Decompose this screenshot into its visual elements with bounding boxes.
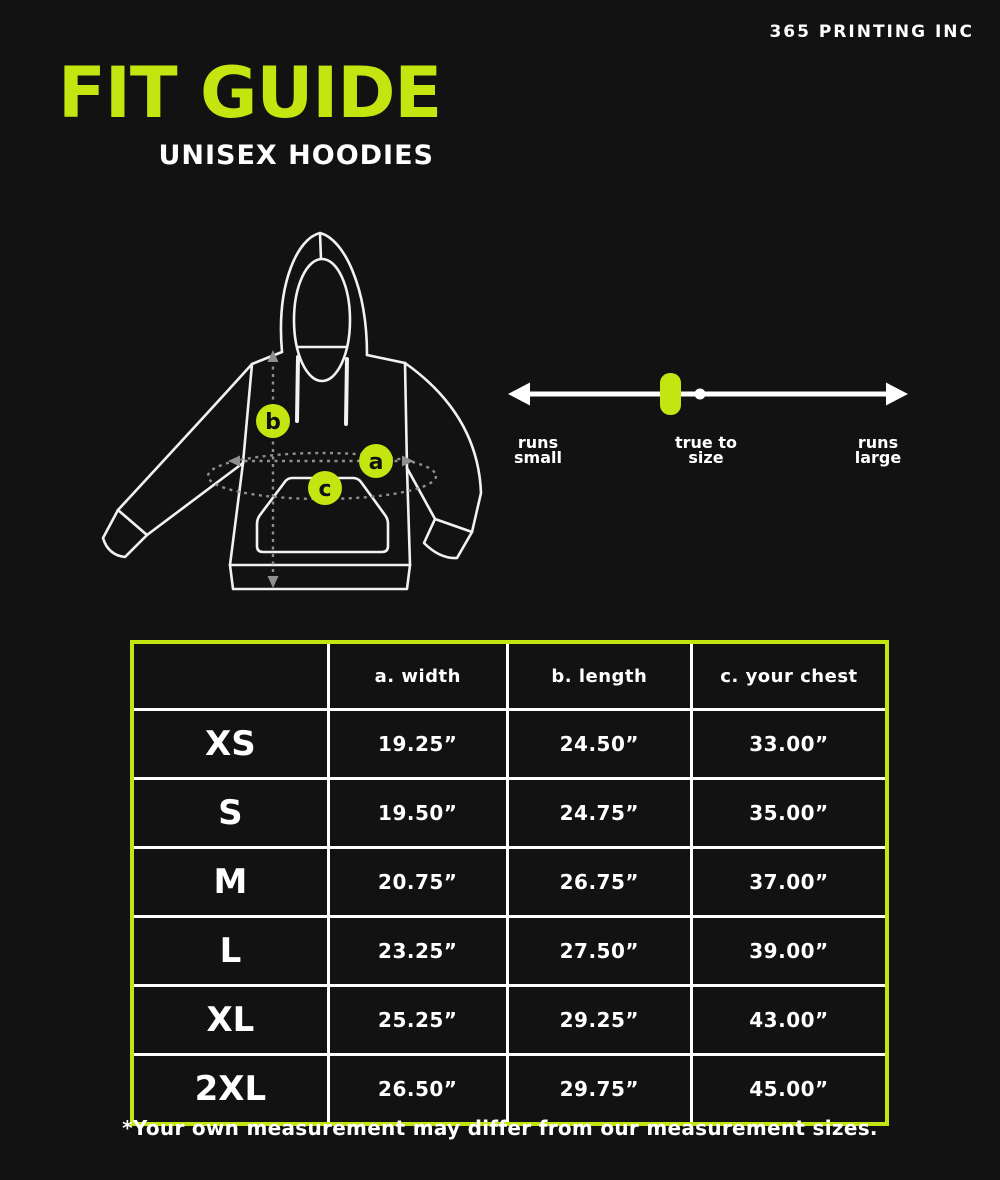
scale-label-runs-small — [514, 435, 562, 465]
brand-logo-text: 365 PRINTING INC — [769, 22, 974, 42]
chest-cell: 37.00” — [691, 848, 887, 917]
right-sleeve-inner — [407, 468, 435, 519]
table-row-l — [132, 917, 887, 986]
arrow-left-icon — [228, 456, 240, 467]
scale-label-true-to-size — [675, 435, 737, 465]
length-cell: 24.75” — [507, 779, 691, 848]
size-cell: XS — [132, 710, 328, 779]
length-cell: 26.75” — [507, 848, 691, 917]
size-cell: 2XL — [132, 1055, 328, 1125]
header-cell-blank — [132, 642, 328, 710]
width-cell: 19.25” — [328, 710, 507, 779]
width-cell: 25.25” — [328, 986, 507, 1055]
size-cell: XL — [132, 986, 328, 1055]
arrow-down-icon — [268, 576, 279, 588]
scale-center-dot — [695, 389, 706, 400]
chest-cell: 39.00” — [691, 917, 887, 986]
scale-label-runs-large — [855, 435, 901, 465]
scale-arrow-right-icon — [886, 383, 908, 406]
header-cell-length: b. length — [507, 642, 691, 710]
fit-indicator-pill — [660, 373, 681, 415]
scale-label-line: small — [514, 448, 562, 467]
measurement-disclaimer: *Your own measurement may differ from our measurement sizes. — [122, 1116, 878, 1140]
width-cell: 20.75” — [328, 848, 507, 917]
hood-apex-seam — [320, 233, 321, 259]
hoodie-diagram — [95, 225, 490, 597]
marker-b-label: b — [265, 410, 281, 435]
table-row-2xl — [132, 1055, 887, 1125]
size-cell: L — [132, 917, 328, 986]
right-sleeve-outer — [405, 363, 481, 532]
chest-cell: 43.00” — [691, 986, 887, 1055]
marker-c-label: c — [318, 477, 332, 502]
header-cell-width: a. width — [328, 642, 507, 710]
page-title: FIT GUIDE — [58, 52, 442, 134]
size-table-header-row — [132, 642, 887, 710]
length-cell: 27.50” — [507, 917, 691, 986]
size-cell: M — [132, 848, 328, 917]
table-row-m — [132, 848, 887, 917]
header-cell-chest: c. your chest — [691, 642, 887, 710]
scale-label-line: runs — [517, 433, 559, 452]
scale-arrow-left-icon — [508, 383, 530, 406]
width-cell: 26.50” — [328, 1055, 507, 1125]
neckline-right — [367, 355, 405, 363]
width-cell: 19.50” — [328, 779, 507, 848]
scale-label-line: large — [854, 448, 902, 467]
length-cell: 24.50” — [507, 710, 691, 779]
length-cell: 29.25” — [507, 986, 691, 1055]
table-row-xl — [132, 986, 887, 1055]
hood-face-opening — [294, 259, 350, 381]
chest-cell: 45.00” — [691, 1055, 887, 1125]
scale-label-line: size — [688, 448, 724, 467]
fit-scale — [500, 365, 920, 477]
chest-cell: 33.00” — [691, 710, 887, 779]
drawstring-right — [346, 359, 347, 424]
scale-label-line: runs — [857, 433, 899, 452]
chest-cell: 35.00” — [691, 779, 887, 848]
right-cuff-seam — [435, 519, 472, 532]
table-row-xs — [132, 710, 887, 779]
page-subtitle: UNISEX HOODIES — [158, 140, 434, 171]
left-sleeve-outer — [118, 364, 252, 510]
size-cell: S — [132, 779, 328, 848]
left-sleeve-inner — [147, 463, 243, 535]
scale-label-line: true to — [675, 433, 737, 452]
marker-a-label: a — [368, 450, 384, 475]
diagram-markers — [256, 404, 393, 505]
hoodie-outline — [103, 233, 481, 589]
neckline-left — [252, 352, 282, 364]
width-cell: 23.25” — [328, 917, 507, 986]
length-cell: 29.75” — [507, 1055, 691, 1125]
hem-band — [230, 565, 410, 589]
size-table — [130, 640, 889, 1126]
left-cuff-seam — [118, 510, 147, 535]
table-row-s — [132, 779, 887, 848]
drawstring-left — [297, 357, 298, 421]
